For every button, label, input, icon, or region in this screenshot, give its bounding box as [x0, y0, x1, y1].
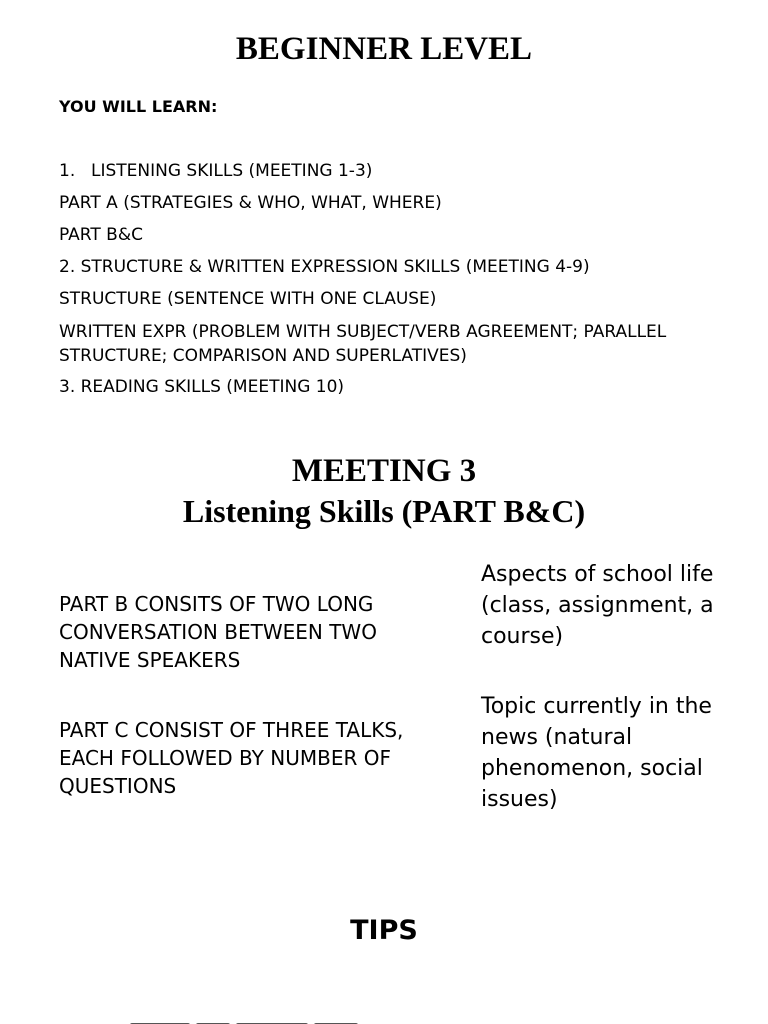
- list-item-part-a: PART A (STRATEGIES & WHO, WHAT, WHERE): [59, 193, 442, 213]
- list-item-written-expr: WRITTEN EXPR (PROBLEM WITH SUBJECT/VERB AGREEMENT; PARALLEL STRUCTURE; COMPARISON AND SUPERLATIVES): [59, 322, 667, 366]
- aspect-news-topic: Topic currently in the news (natural phenomenon, social issues): [481, 694, 712, 812]
- cut-off-text: [130, 1014, 370, 1024]
- list-item-number: 1.: [59, 161, 76, 181]
- list-item-text: LISTENING SKILLS (MEETING 1-3): [91, 161, 373, 181]
- list-item-structure: STRUCTURE (SENTENCE WITH ONE CLAUSE): [59, 289, 437, 309]
- list-item-listening: [59, 160, 372, 182]
- part-c-description: PART C CONSIST OF THREE TALKS, EACH FOLLOWED BY NUMBER OF QUESTIONS: [59, 718, 404, 798]
- slide2-subtitle: Listening Skills (PART B&C): [182, 493, 586, 529]
- learn-heading: YOU WILL LEARN:: [59, 97, 218, 116]
- aspect-school-life: Aspects of school life (class, assignment, a course): [481, 562, 714, 649]
- list-item-part-bc: PART B&C: [59, 225, 143, 245]
- list-item-structure-skills: 2. STRUCTURE & WRITTEN EXPRESSION SKILLS (MEETING 4-9): [59, 257, 590, 277]
- part-b-description: PART B CONSITS OF TWO LONG CONVERSATION BETWEEN TWO NATIVE SPEAKERS: [59, 592, 377, 672]
- slide1-title: BEGINNER LEVEL: [235, 31, 533, 67]
- tips-title: TIPS: [350, 915, 418, 946]
- list-item-reading: 3. READING SKILLS (MEETING 10): [59, 377, 345, 397]
- slide2-title: MEETING 3: [291, 453, 477, 489]
